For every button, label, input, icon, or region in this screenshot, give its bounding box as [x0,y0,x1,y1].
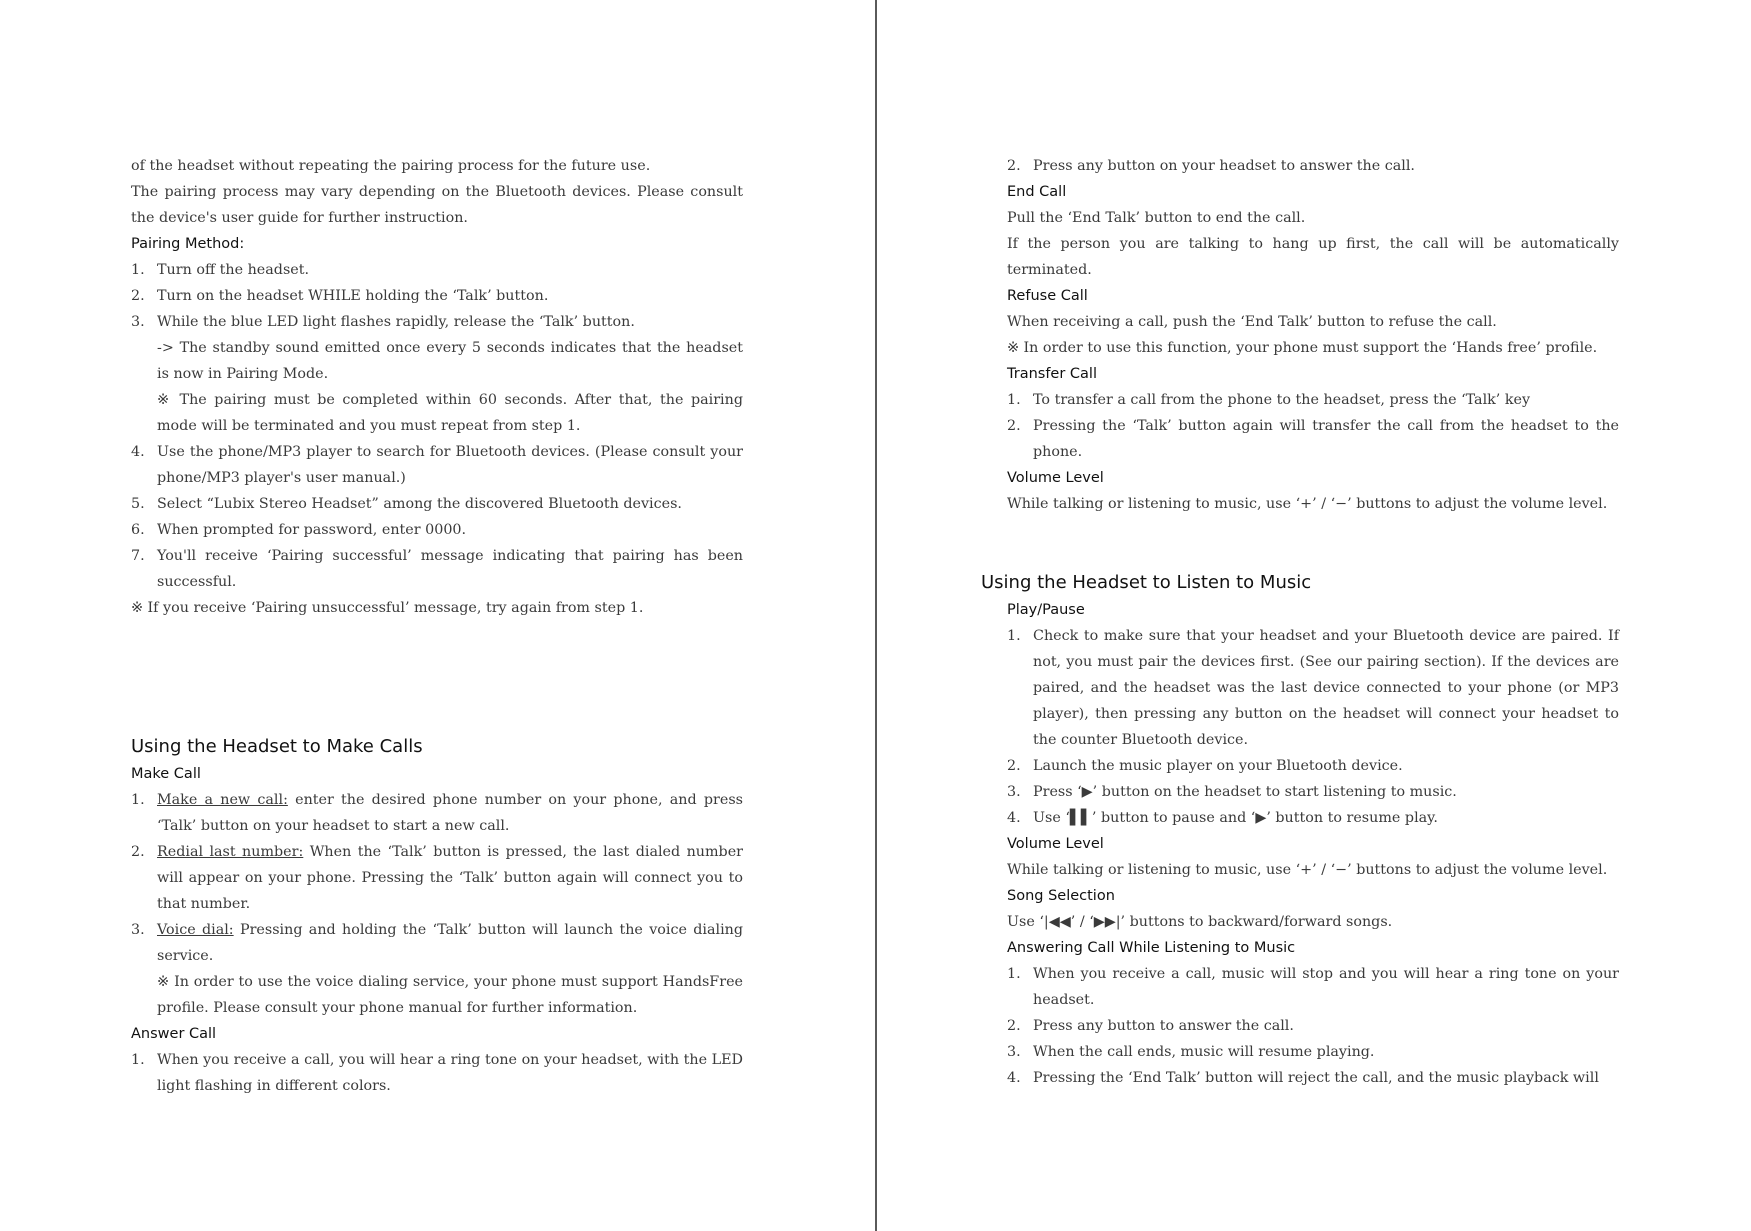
item-text: Pressing and holding the ‘Talk’ button will launch the voice dialing service. [157,922,743,964]
item-number: 5. [131,496,145,512]
list-item [1007,805,1619,831]
voice-dial-note: ※ In order to use the voice dialing service, your phone must support HandsFree profile. Please consult your phone manual for further information. [157,974,743,1016]
item-number: 3. [1007,1044,1021,1060]
list-item [1007,387,1619,413]
item-number: 4. [1007,810,1021,826]
standby-note: -> The standby sound emitted once every 5 seconds indicates that the headset is now in Pairing Mode. [157,340,743,382]
listen-music-title: Using the Headset to Listen to Music [981,572,1312,593]
refuse-call-note: ※ In order to use this function, your phone must support the ‘Hands free’ profile. [1007,340,1598,356]
item-number: 4. [1007,1070,1021,1086]
intro-paragraph: The pairing process may vary depending on the Bluetooth devices. Please consult the device's user guide for further instruction. [131,184,743,226]
list-item [131,491,743,517]
list-item [131,283,743,309]
list-item [1007,779,1619,805]
transfer-call-heading: Transfer Call [1007,366,1097,382]
refuse-call-line: When receiving a call, push the ‘End Talk’ button to refuse the call. [1007,314,1497,330]
item-number: 2. [131,288,145,304]
item-number: 3. [131,314,145,330]
answer-call-heading: Answer Call [131,1026,217,1042]
list-item [1007,753,1619,779]
item-number: 2. [1007,1018,1021,1034]
end-call-line: Pull the ‘End Talk’ button to end the call. [1007,210,1306,226]
item-text: Turn on the headset WHILE holding the ‘Talk’ button. [157,288,549,304]
item-text: To transfer a call from the phone to the headset, press the ‘Talk’ key [1033,392,1531,408]
item-text: When you receive a call, music will stop and you will hear a ring tone on your headset. [1033,966,1619,1008]
list-item [131,839,743,917]
item-number: 3. [131,922,145,938]
play-pause-heading: Play/Pause [1007,602,1085,618]
item-number: 1. [131,792,145,808]
list-item [131,517,743,543]
item-text: Select “Lubix Stereo Headset” among the discovered Bluetooth devices. [157,496,682,512]
item-text: Press ‘▶’ button on the headset to start listening to music. [1033,784,1457,800]
item-number: 4. [131,444,145,460]
list-item [1007,1065,1619,1091]
refuse-call-heading: Refuse Call [1007,288,1088,304]
item-text: Launch the music player on your Bluetooth device. [1033,758,1403,774]
item-text: When prompted for password, enter 0000. [157,522,467,538]
item-number: 1. [1007,628,1021,644]
item-label: Redial last number: [157,844,304,860]
list-item [1007,1039,1619,1065]
item-number: 2. [1007,758,1021,774]
make-call-heading: Make Call [131,766,201,782]
volume-level-text: While talking or listening to music, use ‘+’ / ‘−’ buttons to adjust the volume level. [1007,862,1608,878]
page-divider [875,0,877,1231]
list-item [131,257,743,283]
item-text: When the ‘Talk’ button is pressed, the last dialed number will appear on your phone. Pressing the ‘Talk’ button again will connect you to that number. [157,844,743,912]
item-number: 2. [1007,418,1021,434]
list-item [1007,413,1619,465]
item-number: 2. [131,844,145,860]
end-call-line: If the person you are talking to hang up first, the call will be automatically terminated. [1007,236,1619,278]
item-number: 1. [1007,966,1021,982]
list-item [131,917,743,969]
volume-level-heading: Volume Level [1007,836,1104,852]
item-label: Make a new call: [157,792,288,808]
timeout-note: ※ The pairing must be completed within 60 seconds. After that, the pairing mode will be terminated and you must repeat from step 1. [157,392,743,434]
list-item [131,1047,743,1099]
volume-level-text: While talking or listening to music, use ‘+’ / ‘−’ buttons to adjust the volume level. [1007,496,1608,512]
item-text: Turn off the headset. [157,262,310,278]
item-label: Voice dial: [157,922,234,938]
item-text: Use ‘▌▌’ button to pause and ‘▶’ button to resume play. [1033,810,1438,826]
end-call-heading: End Call [1007,184,1067,200]
item-text: When the call ends, music will resume playing. [1033,1044,1375,1060]
song-selection-heading: Song Selection [1007,888,1115,904]
right-page [981,153,1619,1091]
list-item [131,543,743,595]
item-number: 6. [131,522,145,538]
item-text: Pressing the ‘End Talk’ button will reject the call, and the music playback will [1033,1070,1599,1086]
item-number: 1. [1007,392,1021,408]
item-number: 3. [1007,784,1021,800]
intro-line: of the headset without repeating the pairing process for the future use. [131,158,651,174]
list-item [1007,961,1619,1013]
list-item [131,787,743,839]
item-text: Use the phone/MP3 player to search for Bluetooth devices. (Please consult your phone/MP3 player's user manual.) [157,444,743,486]
list-item [1007,623,1619,753]
item-text: Press any button on your headset to answer the call. [1033,158,1415,174]
list-item [131,309,743,335]
list-item [131,439,743,491]
left-page [131,153,743,1099]
volume-level-heading: Volume Level [1007,470,1104,486]
item-text: You'll receive ‘Pairing successful’ message indicating that pairing has been successful. [157,548,743,590]
pairing-fail-note: ※ If you receive ‘Pairing unsuccessful’ message, try again from step 1. [131,600,644,616]
list-item [1007,153,1619,179]
item-text: enter the desired phone number on your phone, and press ‘Talk’ button on your headset to start a new call. [157,792,744,834]
item-number: 1. [131,262,145,278]
item-text: While the blue LED light flashes rapidly, release the ‘Talk’ button. [157,314,635,330]
item-number: 7. [131,548,145,564]
item-number: 2. [1007,158,1021,174]
answering-call-music-heading: Answering Call While Listening to Music [1007,940,1296,956]
item-number: 1. [131,1052,145,1068]
item-text: Check to make sure that your headset and your Bluetooth device are paired. If not, you must pair the devices first. (See our pairing section). If the devices are paired, and the headset was the last device connected to your phone (or MP3 player), then pressing any button on the headset will connect your headset to the counter Bluetooth device. [1033,628,1619,748]
item-text: Press any button to answer the call. [1033,1018,1294,1034]
pairing-method-heading: Pairing Method: [131,236,245,252]
item-text: Pressing the ‘Talk’ button again will transfer the call from the headset to the phone. [1033,418,1619,460]
make-calls-title: Using the Headset to Make Calls [131,736,423,757]
item-text: When you receive a call, you will hear a ring tone on your headset, with the LED light flashing in different colors. [157,1052,743,1094]
list-item [1007,1013,1619,1039]
song-selection-text: Use ‘|◀◀’ / ‘▶▶|’ buttons to backward/forward songs. [1007,914,1393,930]
